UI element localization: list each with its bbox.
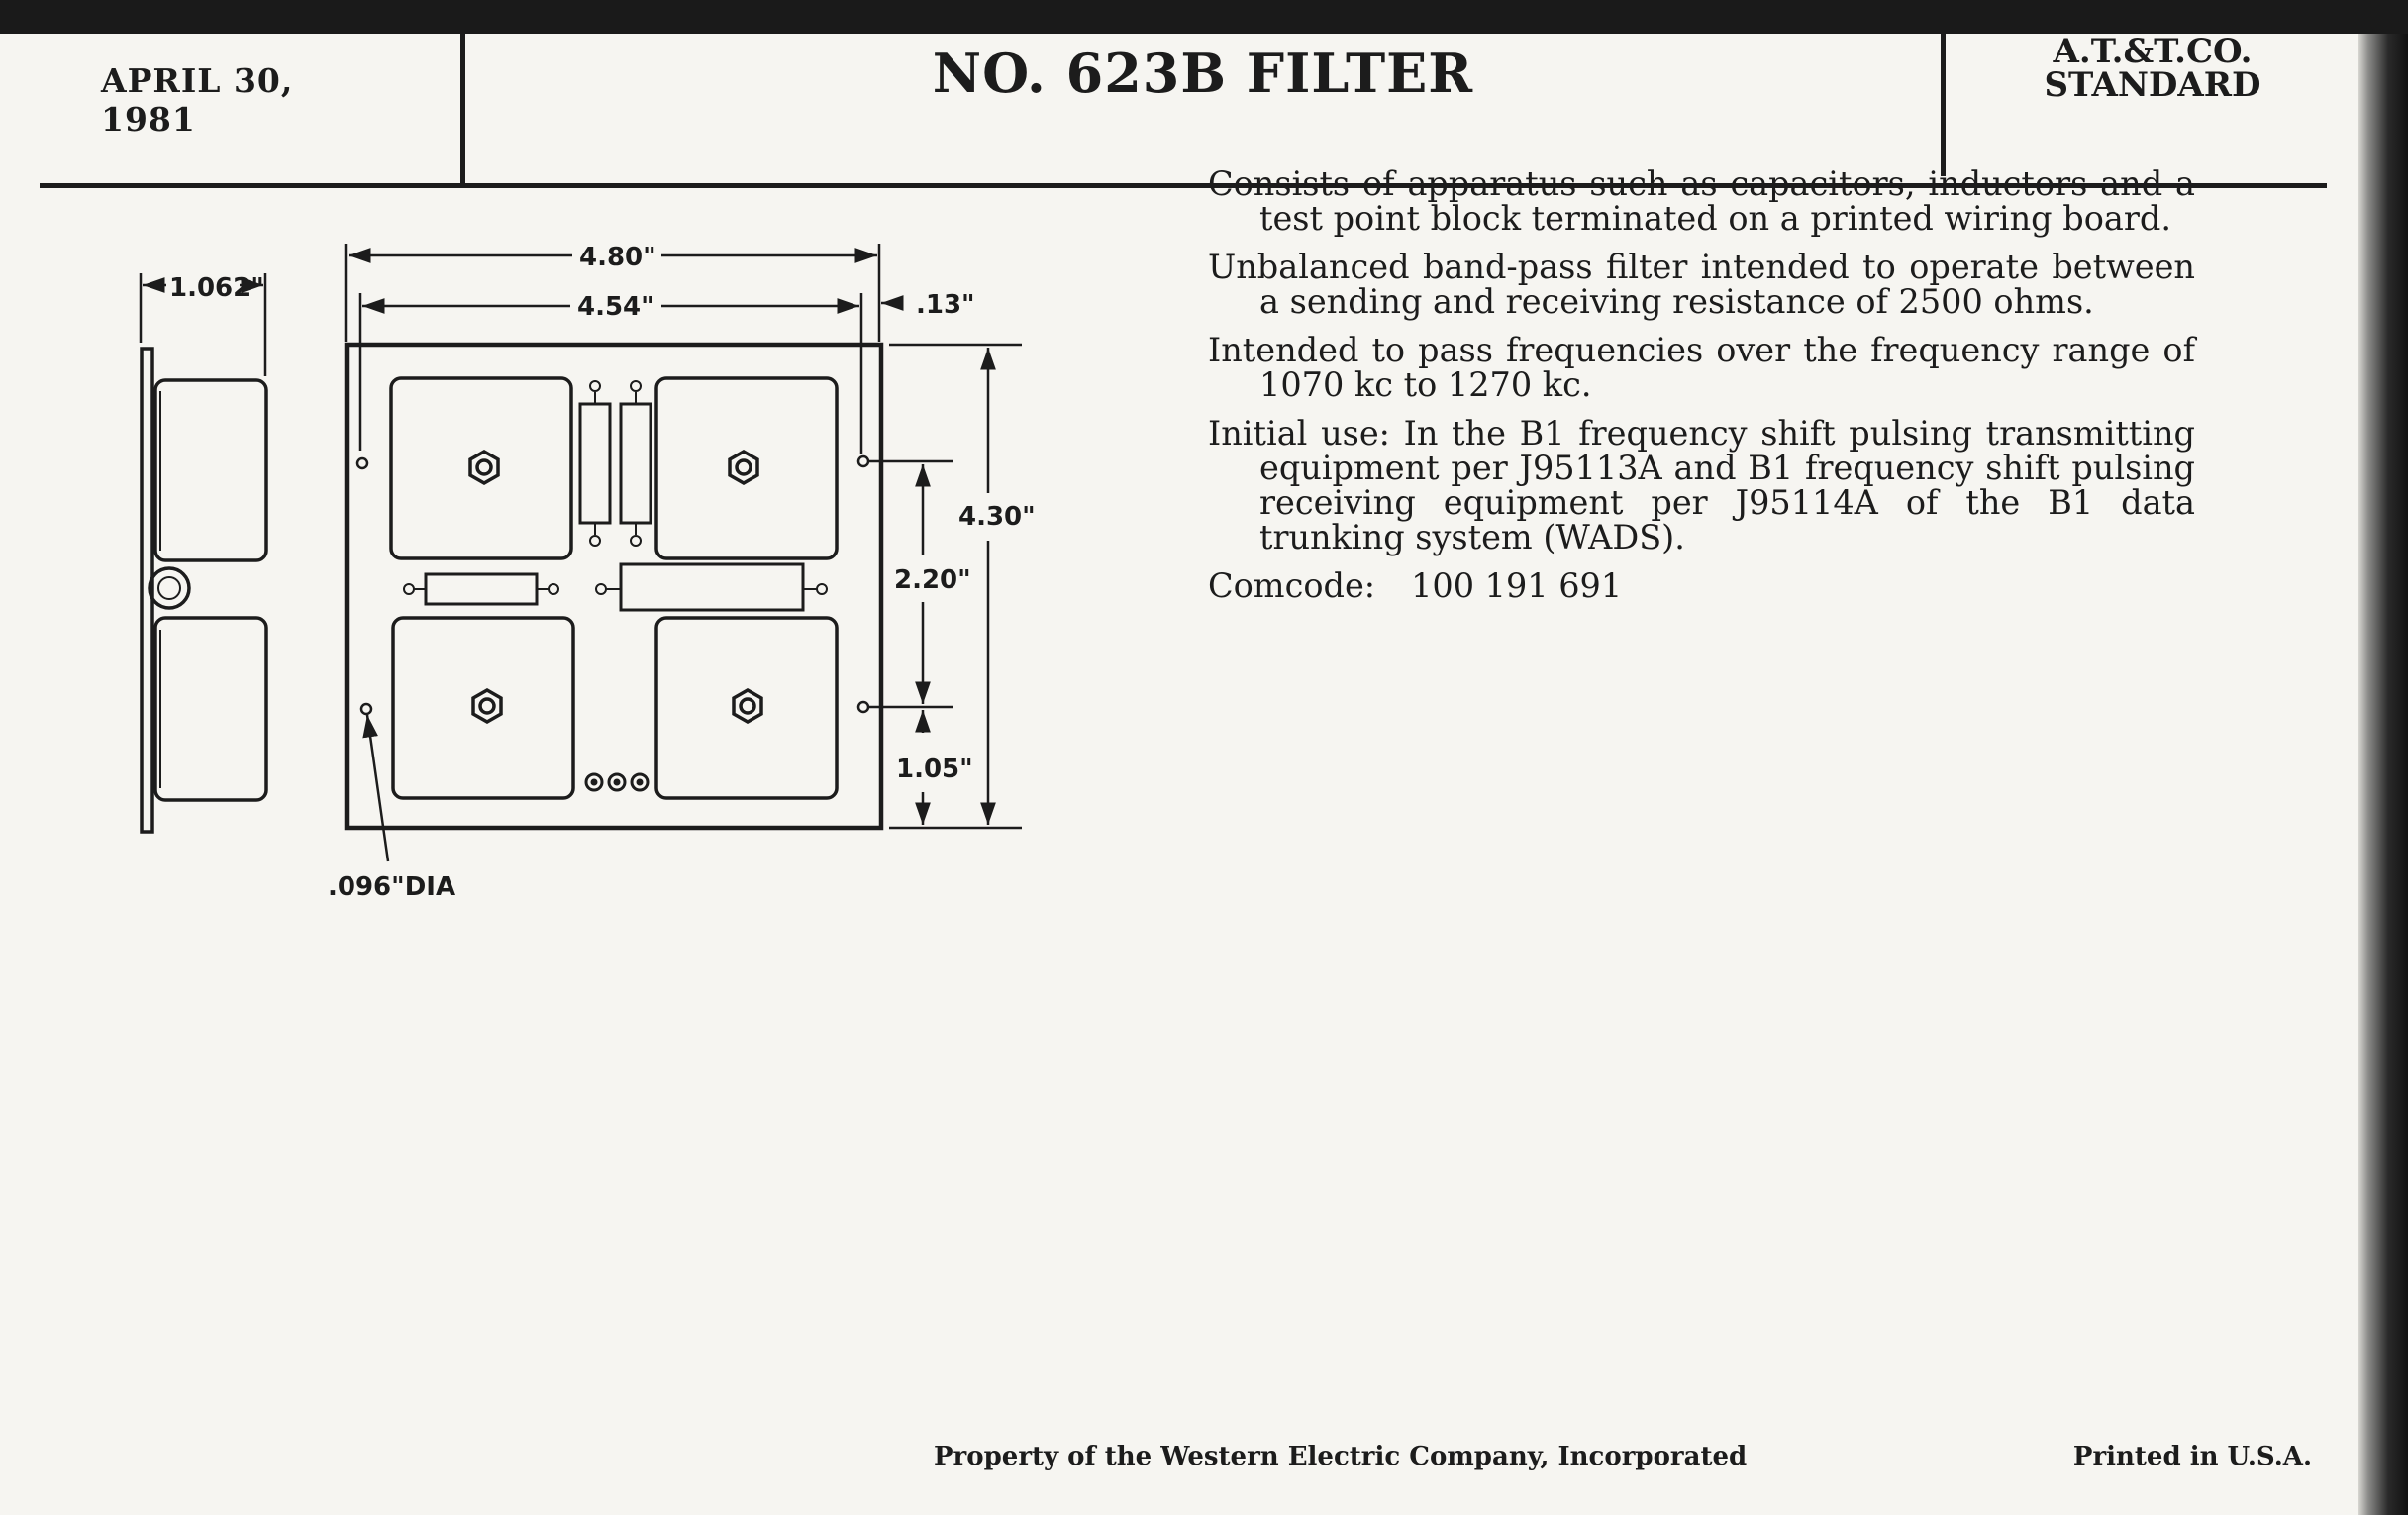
dim-side-depth: 1.062" xyxy=(169,273,264,303)
dim-hole-bottom: 1.05" xyxy=(896,755,973,784)
dim-hole-vertical: 2.20" xyxy=(894,565,971,595)
header-standard-line1: A.T.&T.CO. xyxy=(2053,32,2253,71)
footer-property: Property of the Western Electric Company, Incorporated xyxy=(934,1442,1748,1471)
description-paragraph: Unbalanced band-pass filter intended to operate between a sending and receiving resistance of 2500 ohms. xyxy=(1208,248,2195,321)
description-paragraph: Initial use: In the B1 frequency shift pulsing transmitting equipment per J95113A and B1 frequency shift pulsing receiving equipment per J95114A of the B1 data trunking system (WADS). xyxy=(1208,414,2195,556)
comcode-label: Comcode: xyxy=(1208,566,1376,605)
dim-edge-offset: .13" xyxy=(916,290,975,320)
front-view xyxy=(347,345,881,828)
dim-hole-spacing: 4.54" xyxy=(577,292,654,322)
description-paragraph: Intended to pass frequencies over the frequency range of 1070 kc to 1270 kc. xyxy=(1208,331,2195,404)
side-view xyxy=(141,273,266,832)
dim-hole-dia: .096"DIA xyxy=(328,872,456,902)
header-date: APRIL 30, 1981 xyxy=(101,61,294,139)
description-paragraph: Consists of apparatus such as capacitors, inductors and a test point block terminated on a printed wiring board. xyxy=(1208,164,2195,238)
dim-overall-width: 4.80" xyxy=(579,243,656,272)
comcode-value: 100 191 691 xyxy=(1411,566,1623,605)
header-title: NO. 623B FILTER xyxy=(932,42,1474,105)
dim-height: 4.30" xyxy=(958,502,1036,532)
header-standard-line2: STANDARD xyxy=(2044,65,2261,105)
footer-printed: Printed in U.S.A. xyxy=(2072,1442,2312,1471)
